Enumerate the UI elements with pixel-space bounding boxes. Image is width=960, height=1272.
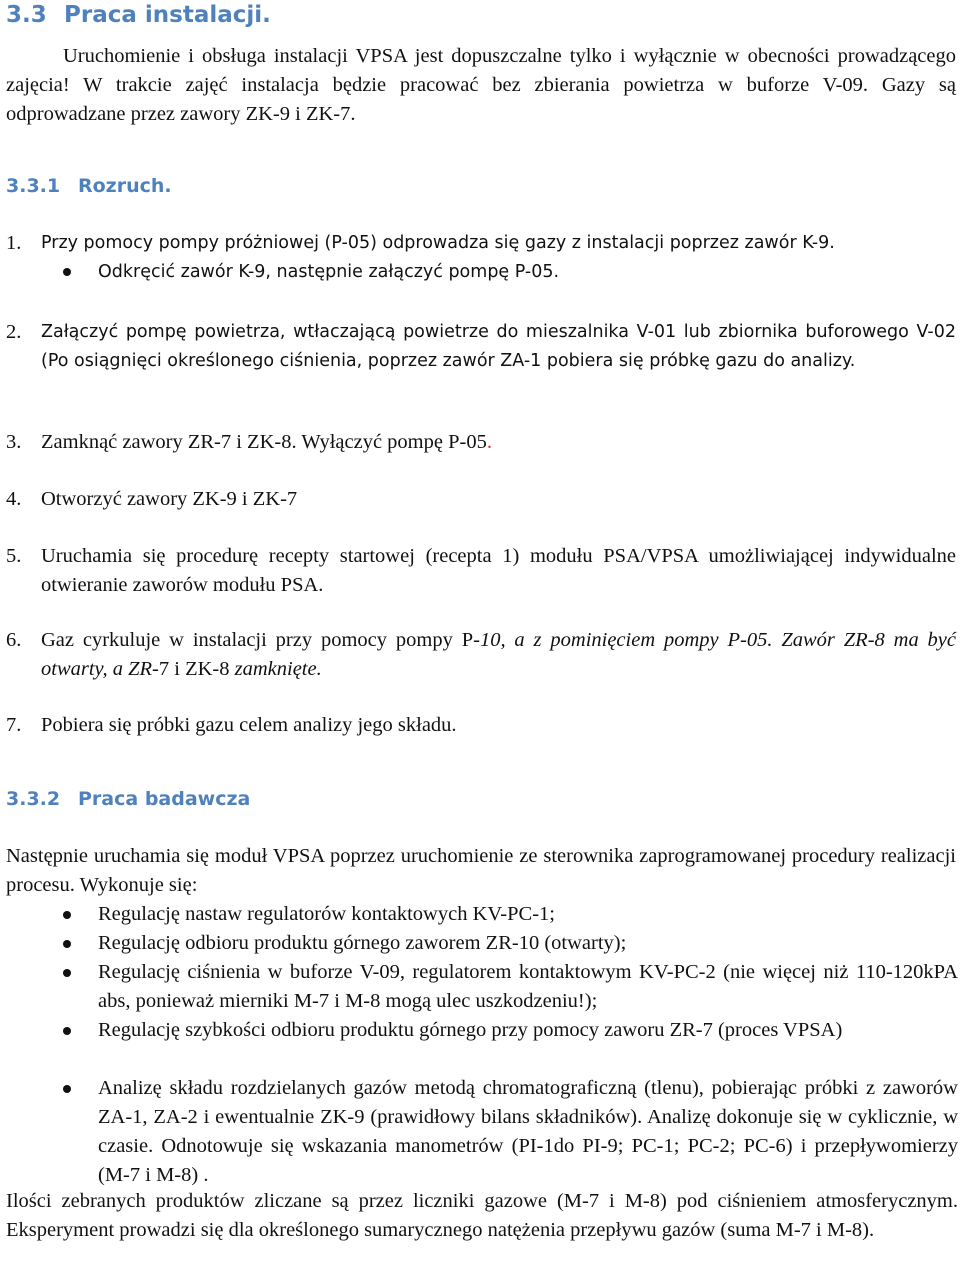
intro-paragraph: Uruchomienie i obsługa instalacji VPSA jest dopuszczalne tylko i wyłącznie w obecności prowadzącego zajęcia! W trakcie zajęć instalacja będzie pracować bez zbierania powietrza w buforze V-09. Gazy są odprowadzane przez zawory ZK-9 i ZK-7. [6,45,956,125]
step-number: 4. [6,488,22,510]
step-5 [6,542,956,600]
subsection-number: 3.3.2 [6,788,61,810]
section-title: Praca instalacji. [64,2,271,28]
step-text-period: . [486,431,492,453]
step-3 [6,428,956,457]
subsection-title: Praca badawcza [78,788,251,810]
step-1 [6,229,956,258]
list-item-text: Regulację nastaw regulatorów kontaktowych KV-PC-1; [98,903,555,925]
step-number: 2. [6,321,22,343]
step-number: 7. [6,714,22,736]
step-1-bullet: Odkręcić zawór K-9, następnie załączyć pompę P-05. [98,262,560,282]
bullet-dot [63,1085,71,1093]
subsection-title: Rozruch. [78,175,172,197]
bullet-dot [63,940,71,948]
step-text: Zamknąć zawory ZR-7 i ZK-8. Wyłączyć pompę P-05 [41,431,487,453]
step-text-part: Gaz cyrkuluje w instalacji przy pomocy pompy P- [41,629,480,651]
step-6 [6,626,956,684]
bullet-dot [63,911,71,919]
step-7 [6,711,956,740]
step-text: Pobiera się próbki gazu celem analizy jego składu. [41,714,457,736]
bullet-dot [63,268,71,276]
list-item-text: Regulację odbioru produktu górnego zaworem ZR-10 (otwarty); [98,932,627,954]
step-text-italic: zamknięte. [234,658,322,680]
closing-paragraph: Ilości zebranych produktów zliczane są przez liczniki gazowe (M-7 i M-8) pod ciśnieniem atmosferycznym. Eksperyment prowadzi się dla określonego sumarycznego natężenia przepływu gazów (suma M-7 i M-8). [6,1190,958,1241]
subsection-heading-praca-badawcza [6,788,250,810]
step-number: 3. [6,431,22,453]
step-text-italic: 10, a z pominięciem pompy P-05. Zawór ZR-8 ma być otwarty, a ZR- [41,629,957,680]
subsection-heading-rozruch [6,175,172,197]
step-number: 1. [6,232,22,254]
step-2 [6,318,956,376]
step-number: 5. [6,545,22,567]
step-4 [6,485,956,514]
bullet-dot [63,969,71,977]
research-intro-paragraph: Następnie uruchamia się moduł VPSA poprzez uruchomienie ze sterownika zaprogramowanej procedury realizacji procesu. Wykonuje się: [6,845,956,896]
step-text: Przy pomocy pompy próżniowej (P-05) odprowadza się gazy z instalacji poprzez zawór K-9. [41,233,835,253]
subsection-number: 3.3.1 [6,175,61,197]
list-item-text: Regulację szybkości odbioru produktu górnego przy pomocy zaworu ZR-7 (proces VPSA) [98,1019,843,1041]
list-item-text: Regulację ciśnienia w buforze V-09, regulatorem kontaktowym KV-PC-2 (nie więcej niż 110-120kPA abs, ponieważ mierniki M-7 i M-8 mogą ulec uszkodzeniu!); [98,961,958,1012]
list-item-text: Analizę składu rozdzielanych gazów metodą chromatograficzną (tlenu), pobierając próbki z zaworów ZA-1, ZA-2 i ewentualnie ZK-9 (prawidłowy bilans składników). Analizę dokonuje się w cyklicznie, w czasie. Odnotowuje się wskazania manometrów (PI-1do PI-9; PC-1; PC-2; PC-6) i przepływomierzy (M-7 i M-8) . [98,1077,958,1186]
step-number: 6. [6,629,22,651]
section-heading [6,2,271,28]
step-text-part: 7 i ZK-8 [158,658,235,680]
step-text: Otworzyć zawory ZK-9 i ZK-7 [41,488,298,510]
bullet-dot [63,1027,71,1035]
step-text: Załączyć pompę powietrza, wtłaczającą powietrze do mieszalnika V-01 lub zbiornika buforowego V-02 (Po osiągnięci określonego ciśnienia, poprzez zawór ZA-1 pobiera się próbkę gazu do analizy. [41,322,956,371]
section-number: 3.3 [6,2,47,28]
step-text: Uruchamia się procedurę recepty startowej (recepta 1) modułu PSA/VPSA umożliwiającej indywidualne otwieranie zaworów modułu PSA. [41,545,956,596]
